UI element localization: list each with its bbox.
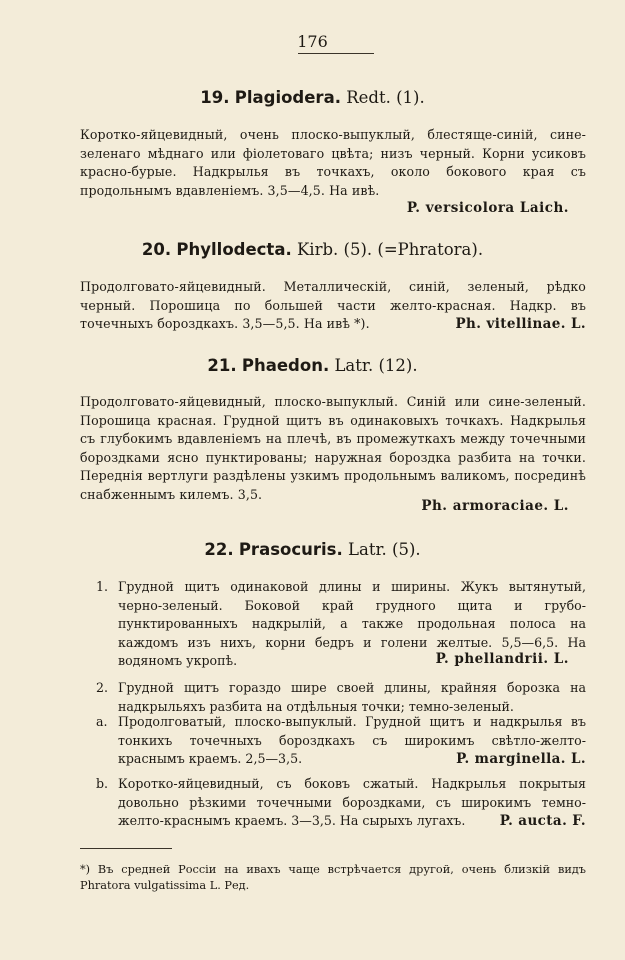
page-number-rule bbox=[298, 53, 374, 54]
section-number: 20. bbox=[141, 240, 172, 259]
key-text: Грудной щитъ гораздо шире своей длины, крайняя борозка на надкрыльяхъ разбита на отдѣльныя точки; темно-зеленый. bbox=[118, 680, 586, 714]
section-number: 22. bbox=[204, 540, 234, 559]
footnote: *) Въ средней Россіи на ивахъ чаще встрѣчается другой, очень близкій видъ Phratora vulgatissima L. Ред. bbox=[80, 863, 586, 892]
key-item-b bbox=[96, 775, 586, 831]
genus-authority: Redt. (1). bbox=[340, 88, 425, 107]
genus-authority: Latr. (12). bbox=[329, 356, 418, 375]
section-number: 19. bbox=[200, 88, 230, 107]
species-name-19: P. versicolora Laich. bbox=[406, 200, 569, 216]
page-number: 176 bbox=[297, 32, 328, 51]
genus-authority: Latr. (5). bbox=[342, 540, 421, 559]
section-heading-19 bbox=[0, 88, 625, 107]
description-text: Продолговато-яйцевидный. Металлическій, синій, зеленый, рѣдко черный. Порошица по большей части желто-красная. Надкр. въ точечныхъ бороздкахъ. 3,5—5,5. На ивѣ *). bbox=[80, 279, 586, 332]
key-marker: 2. bbox=[96, 680, 109, 695]
species-name-20: Ph. vitellinae. L. bbox=[455, 316, 586, 333]
key-text-block bbox=[118, 713, 586, 769]
section-description-21: Продолговато-яйцевидный, плоско-выпуклый. Синій или сине-зеленый. Порошица красная. Грудной щитъ въ одинаковыхъ точкахъ. Надкрылья съ глубокимъ вдавленіемъ на плечѣ, въ промежуткахъ между точечными бороздками ясно пунктированы; наружная бороздка разбита на точки. Переднія вертлуги раздѣлены узкимъ продольнымъ валикомъ, посрединѣ снабженнымъ килемъ. 3,5. bbox=[80, 394, 586, 502]
species-name-phellandrii: P. phellandrii. L. bbox=[435, 651, 569, 667]
species-name-marginella: P. marginella. L. bbox=[456, 751, 586, 768]
key-text: Продолговатый, плоско-выпуклый. Грудной щитъ и надкрылья въ тонкихъ точечныхъ бороздкахъ съ широкимъ свѣтло-желто-краснымъ краемъ. 2,5—3,5. bbox=[118, 714, 586, 767]
section-number: 21. bbox=[207, 356, 237, 375]
genus-name: Phyllodecta. bbox=[176, 240, 292, 259]
key-text-block bbox=[118, 775, 586, 831]
genus-name: Phaedon. bbox=[241, 356, 330, 375]
section-description-19: Коротко-яйцевидный, очень плоско-выпуклый, блестяще-синій, сине-зеленаго мѣднаго или фіолетоваго цвѣта; низъ черный. Корни усиковъ красно-бурые. Надкрылья въ точкахъ, около бокового края съ продольнымъ вдавленіемъ. 3,5—4,5. На ивѣ. bbox=[80, 127, 586, 198]
footnote-rule bbox=[80, 848, 172, 849]
key-item-a bbox=[96, 713, 586, 769]
genus-name: Prasocuris. bbox=[238, 540, 343, 559]
key-item-2 bbox=[96, 679, 586, 716]
section-heading-22 bbox=[0, 540, 625, 559]
section-heading-20 bbox=[0, 240, 625, 259]
key-text: Грудной щитъ одинаковой длины и ширины. Жукъ вытянутый, черно-зеленый. Боковой край грудного щита и грубо-пунктированныхъ надкрылій, а также продольная полоса на каждомъ изъ нихъ, корни бедръ и голени желтые. 5,5—6,5. На водяномъ укропѣ. bbox=[118, 579, 586, 669]
key-marker: a. bbox=[96, 714, 108, 729]
section-description-20 bbox=[80, 278, 586, 334]
key-text: Коротко-яйцевидный, съ боковъ сжатый. Надкрылья покрытыя довольно рѣзкими точечными бороздками, съ широкимъ темно-желто-краснымъ краемъ. 3—3,5. На сырыхъ лугахъ. bbox=[118, 776, 586, 829]
genus-name: Plagiodera. bbox=[234, 88, 341, 107]
species-name-21: Ph. armoraciae. L. bbox=[421, 498, 569, 514]
species-name-aucta: P. aucta. F. bbox=[499, 813, 586, 830]
key-marker: 1. bbox=[96, 579, 109, 594]
section-heading-21 bbox=[0, 356, 625, 375]
genus-authority: Kirb. (5). (=Phratora). bbox=[291, 240, 484, 259]
key-marker: b. bbox=[96, 776, 109, 791]
